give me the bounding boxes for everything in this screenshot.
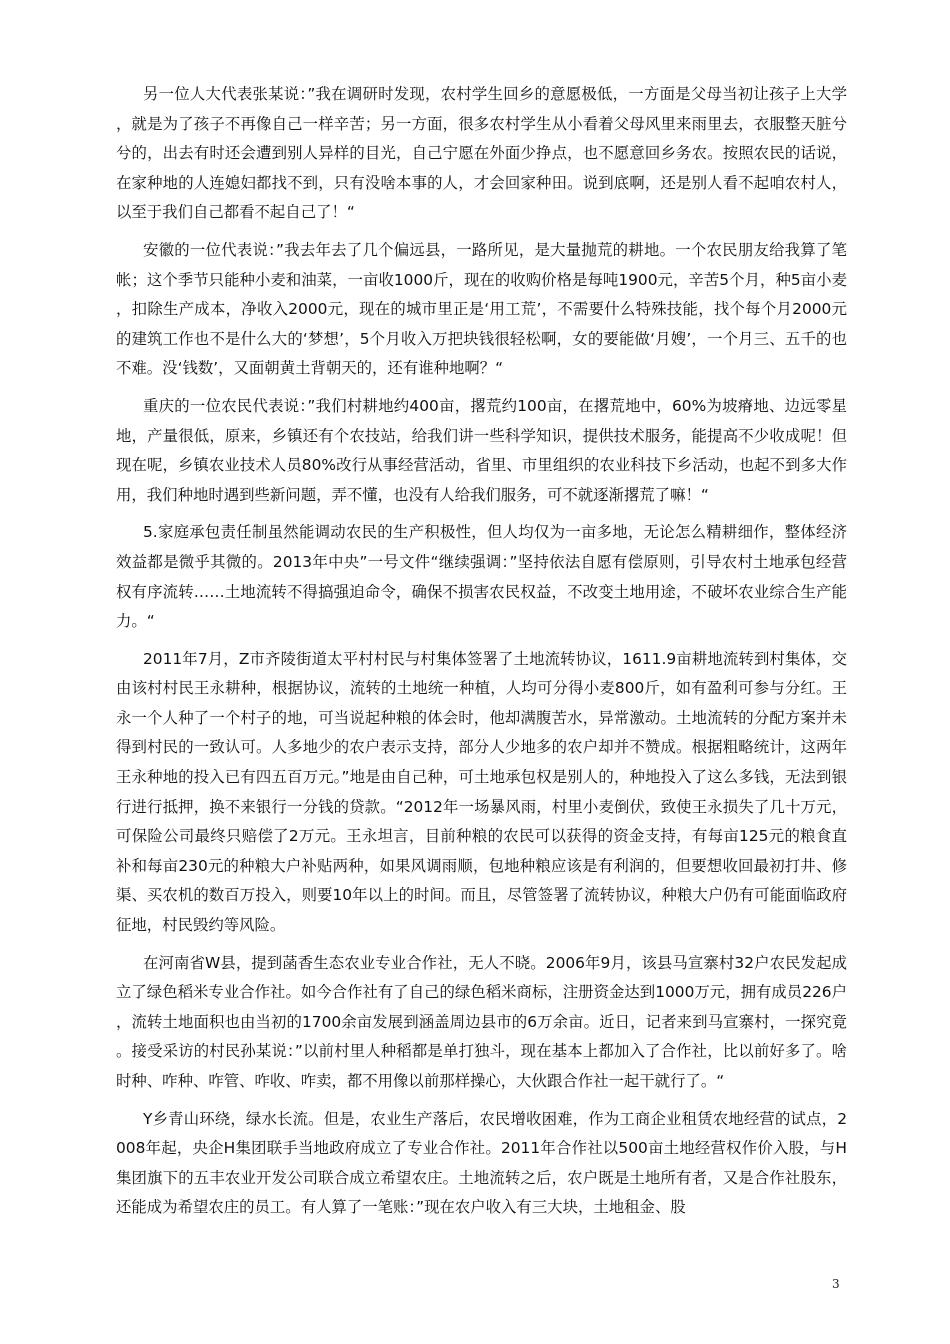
document-body [116, 80, 847, 1231]
paragraph-chongqing-representative: 重庆的一位农民代表说：”我们村耕地约400亩，撂荒约100亩，在撂荒地中，60%为坡瘠地、边远零星地，产量很低，原来，乡镇还有个农技站，给我们讲一些科学知识，提供技术服务，能提高不少收成呢！但现在呢，乡镇农业技术人员80%改行从事经营活动，省里、市里组织的农业科技下乡活动，也起不到多大作用，我们种地时遇到些新问题，弄不懂，也没有人给我们服务，可不就逐渐撂荒了嘛！“ [116, 396, 847, 504]
paragraph-anhui-representative: 安徽的一位代表说：”我去年去了几个偏远县，一路所见，是大量抛荒的耕地。一个农民朋友给我算了笔帐；这个季节只能种小麦和油菜，一亩收1000斤，现在的收购价格是每吨1900元，辛苦5个月，种5亩小麦，扣除生产成本，净收入2000元，现在的城市里正是‘用工荒’，不需要什么特殊技能，找个每个月2000元的建筑工作也不是什么大的‘梦想’，5个月收入万把块钱很轻松啊，女的要能做‘月嫂’，一个月三、五千的也不难。没‘钱数’，又面朝黄土背朝天的，还有谁种地啊？“ [116, 240, 847, 378]
paragraph-y-township-hope-farm: Y乡青山环绕，绿水长流。但是，农业生产落后，农民增收困难，作为工商企业租赁农地经营的试点，2008年起，央企H集团联手当地政府成立了专业合作社。2011年合作社以500亩土地经营权作价入股，与H集团旗下的五丰农业开发公司联合成立希望农庄。土地流转之后，农户既是土地所有者，又是合作社股东，还能成为希望农庄的员工。有人算了一笔账：”现在农户收入有三大块，土地租金、股 [116, 1109, 847, 1217]
page-number: 3 [832, 1277, 840, 1291]
paragraph-henan-cooperative: 在河南省W县，提到菡香生态农业专业合作社，无人不晓。2006年9月，该县马宣寨村32户农民发起成立了绿色稻米专业合作社。如今合作社有了自己的绿色稻米商标，注册资金达到1000万元，拥有成员226户，流转土地面积也由当初的1700余亩发展到涵盖周边县市的6万余亩。近日，记者来到马宣寨村，一探究竟。接受采访的村民孙某说：”以前村里人种稻都是单打独斗，现在基本上都加入了合作社，比以前好多了。啥时种、咋种、咋管、咋收、咋卖，都不用像以前那样操心，大伙跟合作社一起干就行了。“ [116, 953, 847, 1090]
paragraph-household-contract-system: 5.家庭承包责任制虽然能调动农民的生产积极性，但人均仅为一亩多地，无论怎么精耕细作，整体经济效益都是微乎其微的。2013年中央”一号文件“继续强调：”坚持依法自愿有偿原则，引导农村土地承包经营权有序流转……土地流转不得搞强迫命令，确保不损害农民权益，不改变土地用途，不破坏农业综合生产能力。“ [116, 523, 847, 631]
paragraph-zhang-remarks: 另一位人大代表张某说：”我在调研时发现，农村学生回乡的意愿极低，一方面是父母当初让孩子上大学，就是为了孩子不再像自己一样辛苦；另一方面，很多农村学生从小看着父母风里来雨里去，衣服整天脏兮兮的，出去有时还会遭到别人异样的目光，自己宁愿在外面少挣点，也不愿意回乡务农。按照农民的话说，在家种地的人连媳妇都找不到，只有没啥本事的人，才会回家种田。说到底啊，还是别人看不起咱农村人，以至于我们自己都看不起自己了！“ [116, 85, 847, 222]
paragraph-taiping-village-transfer: 2011年7月，Z市齐陵街道太平村村民与村集体签署了土地流转协议，1611.9亩耕地流转到村集体，交由该村村民王永耕种，根据协议，流转的土地统一种植，人均可分得小麦800斤，如有盈利可参与分红。王永一个人种了一个村子的地，可当说起种粮的体会时，他却满腹苦水，异常激动。土地流转的分配方案并未得到村民的一致认可。人多地少的农户表示支持，部分人少地多的农户却并不赞成。根据粗略统计，这两年王永种地的投入已有四五百万元。”地是由自己种，可土地承包权是别人的，种地投入了这么多钱，无法到银行进行抵押，换不来银行一分钱的贷款。“2012年一场暴风雨，村里小麦倒伏，致使王永损失了几十万元，可保险公司最终只赔偿了2万元。王永坦言，目前种粮的农民可以获得的资金支持，有每亩125元的粮食直补和每亩230元的种粮大户补贴两种，如果风调雨顺，包地种粮应该是有利润的，但要想收回最初打井、修渠、买农机的数百万投入，则要10年以上的时间。而且，尽管签署了流转协议，种粮大户仍有可能面临政府征地，村民毁约等风险。 [116, 649, 847, 935]
